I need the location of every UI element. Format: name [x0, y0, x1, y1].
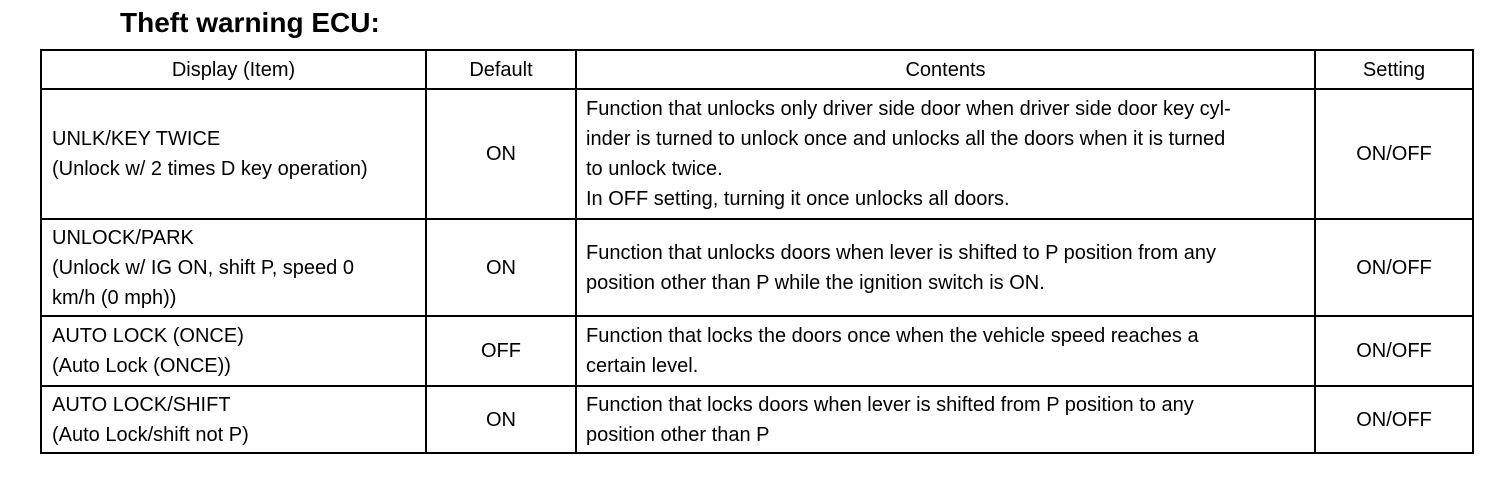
- item-name: AUTO LOCK/SHIFT: [52, 393, 231, 416]
- setting-cell: ON/OFF: [1315, 89, 1473, 219]
- setting-cell: ON/OFF: [1315, 219, 1473, 316]
- item-description: km/h (0 mph)): [52, 286, 177, 309]
- settings-table: [40, 49, 1474, 454]
- item-cell: [41, 219, 426, 316]
- table-header-row: [41, 50, 1473, 89]
- contents-line: Function that locks the doors once when the vehicle speed reaches a: [586, 325, 1199, 347]
- item-description: (Auto Lock/shift not P): [52, 423, 249, 446]
- setting-cell: ON/OFF: [1315, 386, 1473, 453]
- table-row: [41, 219, 1473, 316]
- table-row: [41, 386, 1473, 453]
- item-description: (Unlock w/ 2 times D key operation): [52, 158, 368, 180]
- contents-cell: [576, 89, 1315, 219]
- default-cell: ON: [426, 89, 576, 219]
- item-cell: [41, 316, 426, 386]
- contents-line: inder is turned to unlock once and unlocks all the doors when it is turned: [586, 128, 1226, 150]
- item-description: (Auto Lock (ONCE)): [52, 355, 231, 377]
- contents-cell: [576, 316, 1315, 386]
- item-cell: [41, 386, 426, 453]
- header-display-item: Display (Item): [41, 50, 426, 89]
- contents-line: to unlock twice.: [586, 158, 723, 180]
- contents-line: Function that unlocks only driver side door when driver side door key cyl-: [586, 98, 1231, 120]
- contents-cell: [576, 219, 1315, 316]
- item-name: UNLOCK/PARK: [52, 226, 194, 249]
- contents-line: Function that locks doors when lever is shifted from P position to any: [586, 393, 1194, 416]
- default-cell: ON: [426, 219, 576, 316]
- contents-line: In OFF setting, turning it once unlocks all doors.: [586, 188, 1010, 210]
- contents-cell: [576, 386, 1315, 453]
- header-default: Default: [426, 50, 576, 89]
- page-title: Theft warning ECU:: [120, 7, 380, 38]
- item-description: (Unlock w/ IG ON, shift P, speed 0: [52, 256, 354, 279]
- item-cell: [41, 89, 426, 219]
- setting-cell: ON/OFF: [1315, 316, 1473, 386]
- default-cell: ON: [426, 386, 576, 453]
- header-contents: Contents: [576, 50, 1315, 89]
- header-setting: Setting: [1315, 50, 1473, 89]
- contents-line: Function that unlocks doors when lever is shifted to P position from any: [586, 241, 1216, 264]
- contents-line: position other than P while the ignition switch is ON.: [586, 271, 1045, 294]
- item-name: UNLK/KEY TWICE: [52, 128, 221, 150]
- contents-line: position other than P: [586, 423, 770, 446]
- table-row: [41, 89, 1473, 219]
- contents-line: certain level.: [586, 355, 699, 377]
- default-cell: OFF: [426, 316, 576, 386]
- item-name: AUTO LOCK (ONCE): [52, 325, 244, 347]
- table-row: [41, 316, 1473, 386]
